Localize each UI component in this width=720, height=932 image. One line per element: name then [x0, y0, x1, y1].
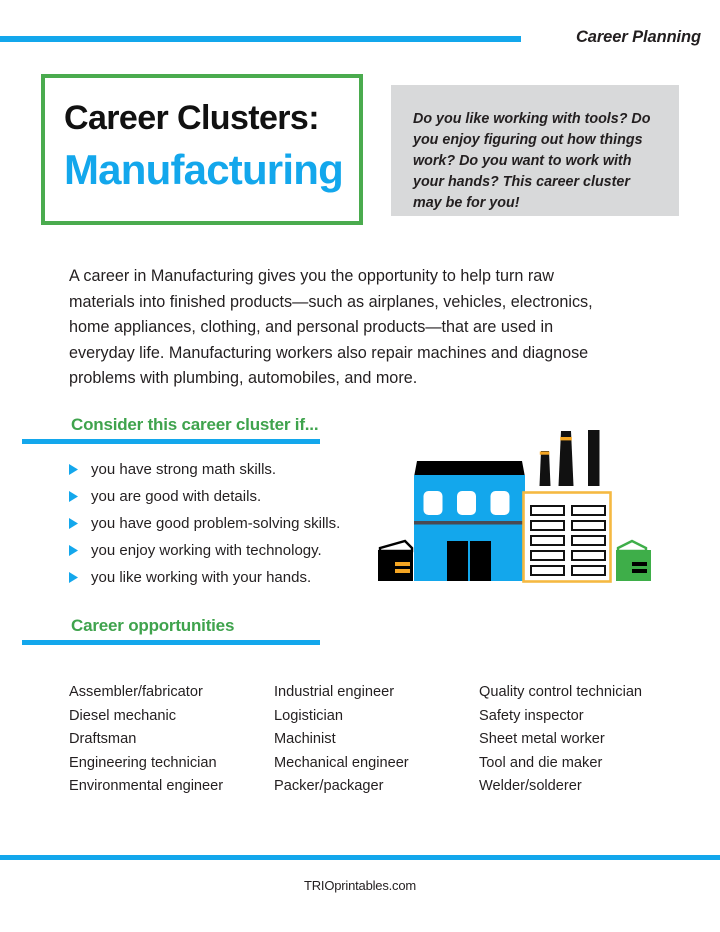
page-header [0, 28, 720, 53]
career-item: Logistician [274, 707, 343, 724]
white-building [524, 493, 611, 582]
intro-paragraph: A career in Manufacturing gives you the opportunity to help turn raw materials into finished products—such as airplanes, vehicles, electronics, home appliances, clothing, and personal products—that are used in everyday life. Manufacturing workers also repair machines and diagnose problems with plumbing, automobiles, and more. [69, 267, 593, 387]
career-item: Machinist [274, 731, 336, 748]
career-column-2 [274, 681, 479, 799]
career-item: Quality control technician [479, 684, 643, 700]
section-heading-consider-label: Consider this career cluster if... [71, 415, 319, 434]
career-item: Assembler/fabricator [69, 684, 203, 700]
career-item: Safety inspector [479, 707, 584, 724]
factory-illustration [370, 420, 670, 600]
section-heading-careers-label: Career opportunities [71, 616, 235, 635]
title-line-primary: Career Clusters: [64, 99, 319, 137]
career-item: Engineering technician [69, 754, 217, 771]
list-item-label: you enjoy working with technology. [91, 542, 322, 559]
smokestack-straight-icon [588, 430, 600, 486]
header-title: Career Planning [575, 28, 701, 46]
section-heading-careers-rule [22, 640, 320, 645]
list-item [69, 564, 369, 591]
callout-text: Do you like working with tools? Do you enjoy figuring out how things work? Do you want to work with your hands? This career cluster may be for you! [413, 111, 651, 211]
section-heading-consider [0, 415, 320, 449]
career-item: Industrial engineer [274, 684, 395, 700]
list-item [69, 483, 369, 510]
smokestack-short-icon [540, 451, 551, 486]
header-rule [0, 36, 521, 42]
crate-black [378, 541, 413, 581]
list-item-label: you like working with your hands. [91, 569, 312, 586]
triangle-right-icon [69, 464, 78, 475]
career-item: Tool and die maker [479, 754, 603, 771]
triangle-right-icon [69, 545, 78, 556]
smokestack-tall-icon [559, 431, 574, 486]
career-item: Mechanical engineer [274, 754, 409, 771]
list-item [69, 510, 369, 537]
career-item: Draftsman [69, 731, 137, 748]
career-item: Sheet metal worker [479, 731, 605, 748]
blue-building [414, 461, 525, 581]
career-item: Welder/solderer [479, 778, 582, 795]
career-item: Environmental engineer [69, 778, 224, 795]
list-item-label: you are good with details. [91, 488, 262, 505]
career-item: Packer/packager [274, 778, 384, 795]
section-heading-consider-rule [22, 439, 320, 444]
triangle-right-icon [69, 491, 78, 502]
list-item-label: you have strong math skills. [91, 461, 277, 478]
crate-green [616, 541, 651, 581]
career-column-3 [479, 681, 669, 799]
list-item-label: you have good problem-solving skills. [91, 515, 341, 532]
triangle-right-icon [69, 518, 78, 529]
triangle-right-icon [69, 572, 78, 583]
career-opportunities-columns [69, 681, 669, 799]
consider-bullet-list [69, 456, 369, 591]
career-column-1 [69, 681, 274, 799]
list-item [69, 537, 369, 564]
list-item [69, 456, 369, 483]
title-box [41, 74, 363, 225]
footer-site-label: TRIOprintables.com [304, 878, 416, 893]
footer-rule [0, 855, 720, 860]
title-line-cluster-name: Manufacturing [64, 146, 343, 193]
callout-box [391, 85, 679, 216]
section-heading-careers [0, 616, 320, 650]
career-item: Diesel mechanic [69, 707, 177, 724]
